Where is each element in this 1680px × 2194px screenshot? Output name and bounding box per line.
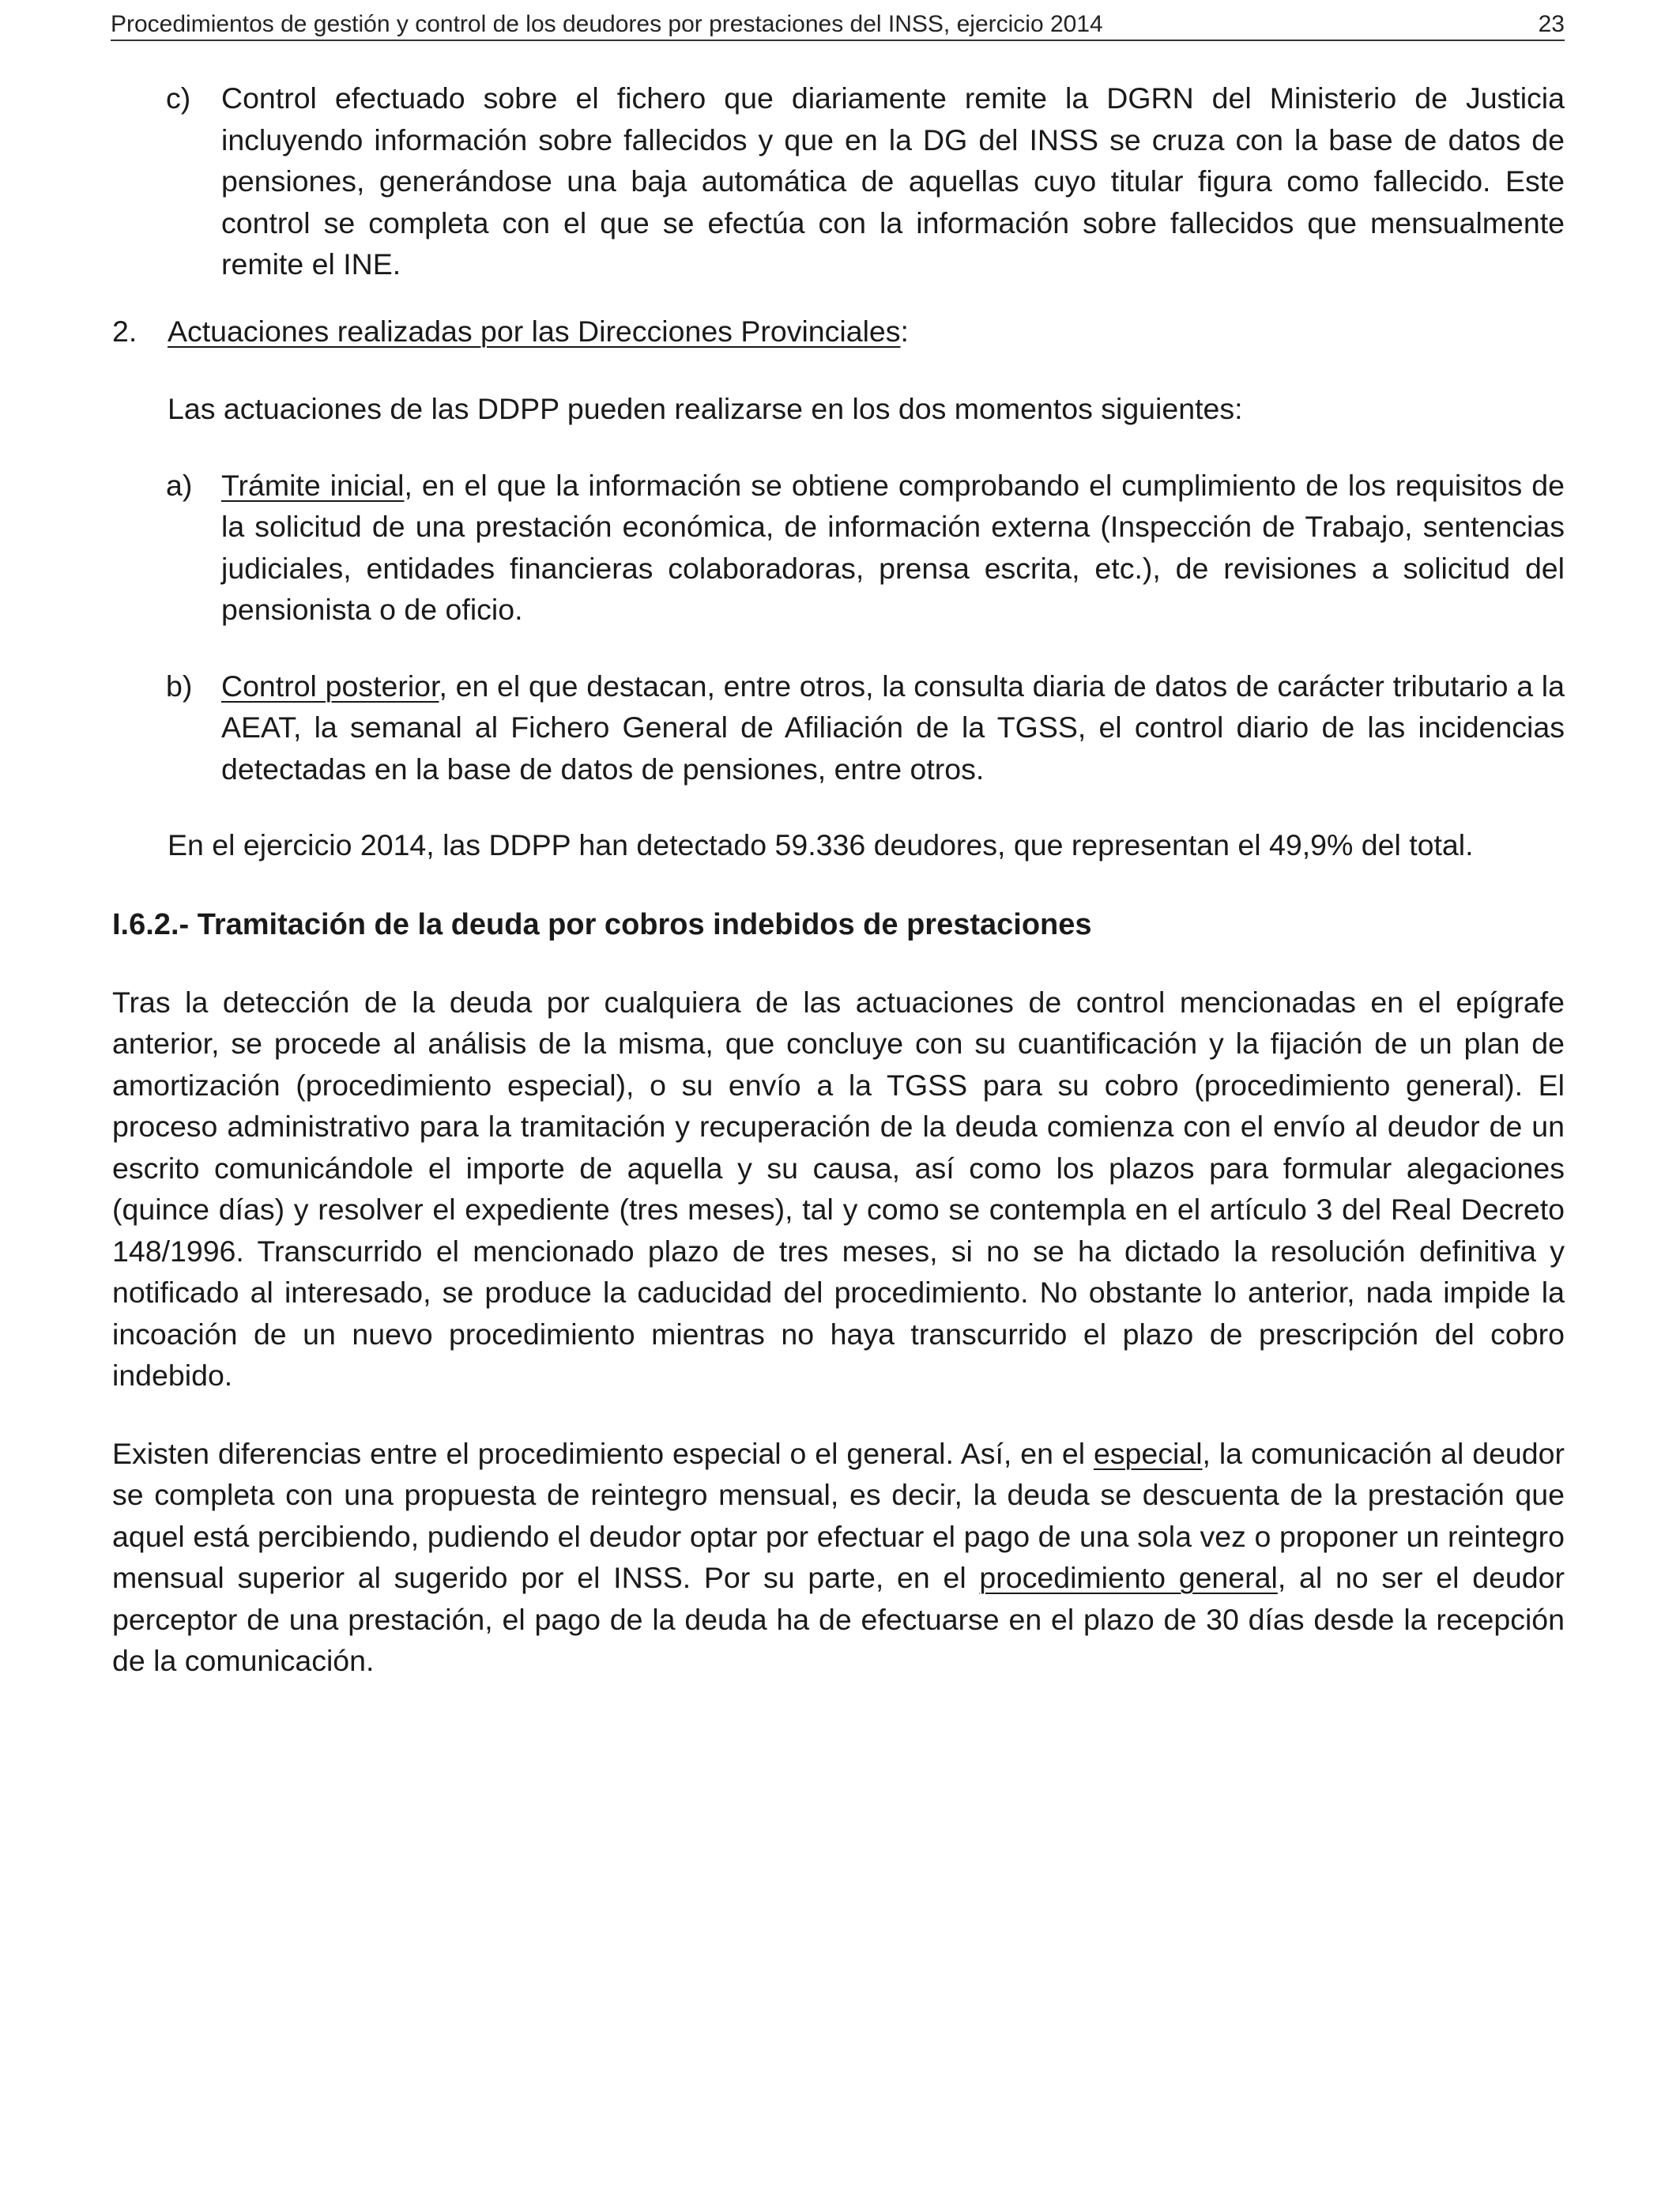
header-title: Procedimientos de gestión y control de los deudores por prestaciones del INSS, ejercicio 2014 (111, 11, 1103, 37)
term-tramite-inicial: Trámite inicial (221, 468, 405, 502)
paragraph-2-part-2: , la comunicación al deudor se completa con una propuesta de reintegro mensual, es decir, la deuda se descuenta de la prestación que aquel está percibiendo, pudiendo el deudor optar por efectuar el pago de una sola vez o proponer un reintegro mensual superior al sugerido por el INSS. Por su parte, en el (112, 1436, 1565, 1594)
section-heading-i62: I.6.2.- Tramitación de la deuda por cobros indebidos de prestaciones (112, 907, 1092, 941)
section-2-intro: Las actuaciones de las DDPP pueden realizarse en los dos momentos siguientes: (168, 392, 1243, 425)
list-item-b (166, 665, 1565, 790)
paragraph-2-part-1: Existen diferencias entre el procedimiento especial o el general. Así, en el (112, 1436, 1094, 1470)
section-title-suffix: : (900, 314, 909, 348)
list-marker: c) (166, 81, 191, 115)
item-b-description: , en el que destacan, entre otros, la consulta diaria de datos de carácter tributario a la AEAT, la semanal al Fichero General de Afiliación de la TGSS, el control diario de las incidencias detectadas en la base de datos de pensiones, entre otros. (221, 669, 1565, 786)
list-item-text: Control efectuado sobre el fichero que diariamente remite la DGRN del Ministerio de Justicia incluyendo información sobre fallecidos y que en la DG del INSS se cruza con la base de datos de pensiones, generándose una baja automática de aquellas cuyo titular figura como fallecido. Este control se completa con el que se efectúa con la información sobre fallecidos que mensualmente remite el INE. (221, 81, 1565, 281)
section-2-conclusion: En el ejercicio 2014, las DDPP han detectado 59.336 deudores, que representan el 49,9% del total. (168, 828, 1474, 861)
running-header (111, 0, 1565, 41)
item-a-description: , en el que la información se obtiene comprobando el cumplimiento de los requisitos de la solicitud de una prestación económica, de información externa (Inspección de Trabajo, sentencias judiciales, entidades financieras colaboradoras, prensa escrita, etc.), de revisiones a solicitud del pensionista o de oficio. (221, 468, 1565, 626)
list-item-c (166, 77, 1565, 285)
list-item-text (221, 465, 1565, 631)
term-especial: especial (1093, 1436, 1203, 1470)
section-title-line (168, 311, 909, 352)
page-number: 23 (1538, 11, 1565, 37)
list-marker: b) (166, 669, 193, 703)
list-marker: a) (166, 468, 193, 502)
list-item-text (221, 665, 1565, 790)
section-number: 2. (112, 314, 137, 348)
term-control-posterior: Control posterior (221, 669, 439, 703)
paragraph-tramitacion: Tras la detección de la deuda por cualquiera de las actuaciones de control mencionadas en el epígrafe anterior, se procede al análisis de la misma, que concluye con su cuantificación y la fijación de un plan de amortización (procedimiento especial), o su envío a la TGSS para su cobro (procedimiento general). El proceso administrativo para la tramitación y recuperación de la deuda comienza con el envío al deudor de un escrito comunicándole el importe de aquella y su causa, así como los plazos para formular alegaciones (quince días) y resolver el expediente (tres meses), tal y como se contempla en el artículo 3 del Real Decreto 148/1996. Transcurrido el mencionado plazo de tres meses, si no se ha dictado la resolución definitiva y notificado al interesado, se produce la caducidad del procedimiento. No obstante lo anterior, nada impide la incoación de un nuevo procedimiento mientras no haya transcurrido el plazo de prescripción del cobro indebido. (112, 985, 1565, 1392)
section-title: Actuaciones realizadas por las Direcciones Provinciales (168, 314, 901, 348)
list-item-a (166, 465, 1565, 631)
section-2-title (112, 311, 1565, 352)
term-procedimiento-general: procedimiento general (979, 1561, 1278, 1594)
paragraph-diferencias (112, 1433, 1565, 1682)
paragraph-2-part-3: , al no ser el deudor perceptor de una prestación, el pago de la deuda ha de efectuarse en el plazo de 30 días desde la recepción de la comunicación. (112, 1561, 1565, 1677)
document-body (112, 77, 1565, 1682)
